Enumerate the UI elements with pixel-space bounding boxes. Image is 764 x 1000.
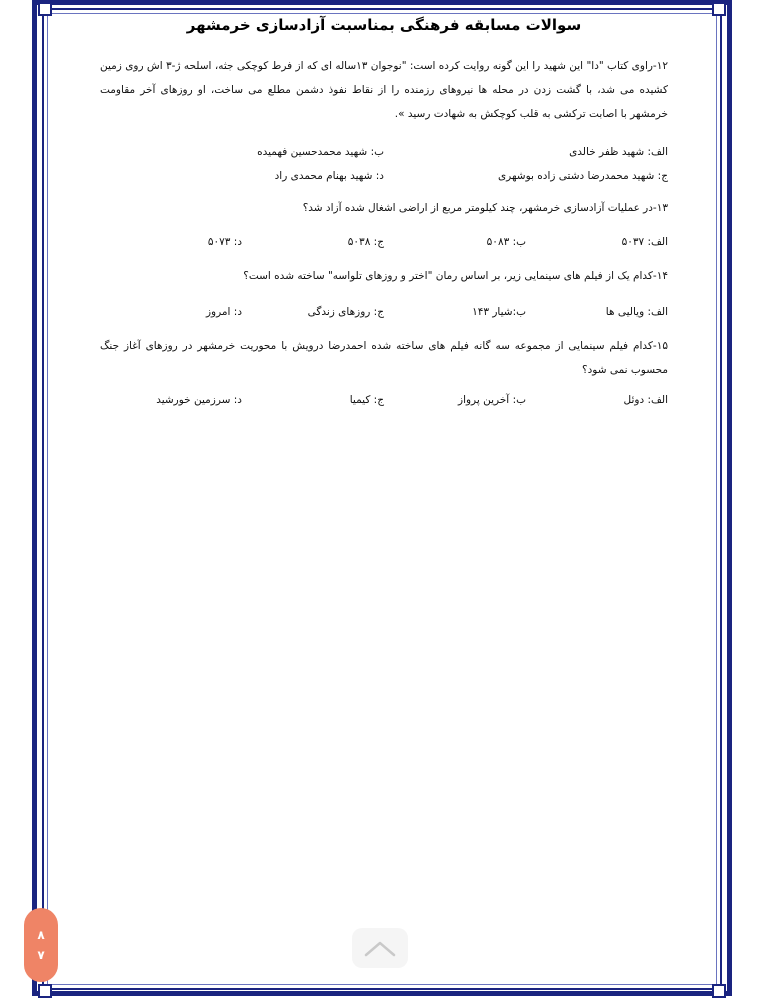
question-15: ۱۵-کدام فیلم سینمایی از مجموعه سه گانه فیلم های ساخته شده احمدرضا درویش با محوریت خرمشهر در روزهای آغاز جنگ محسوب نمی شود؟ xyxy=(100,340,668,376)
question-14-options xyxy=(100,300,668,324)
document-page xyxy=(100,12,668,412)
option-c: ج: ۵۰۳۸ xyxy=(347,236,384,248)
option-d: د: ۵۰۷۳ xyxy=(207,236,242,248)
question-13: ۱۳-در عملیات آزادسازی خرمشهر، چند کیلومتر مربع از اراضی اشغال شده آزاد شد؟ xyxy=(302,202,668,214)
border-corner-ornament xyxy=(38,984,52,998)
page-number-current: ۸ xyxy=(37,928,45,942)
option-c: ج: شهید محمدرضا دشتی زاده بوشهری xyxy=(497,170,668,182)
page-title: سوالات مسابقه فرهنگی بمناسبت آزادسازی خرمشهر xyxy=(186,16,582,34)
option-a: الف: شهید ظفر خالدی xyxy=(569,146,668,158)
option-d: د: سرزمین خورشید xyxy=(156,394,242,406)
question-12: ۱۲-راوی کتاب "دا" این شهید را این گونه روایت کرده است: "نوجوان ۱۳ساله ای که از فرط کوچکی جثه، اسلحه ژ-۳ اش روی زمین کشیده می شد، با گشت زدن در محله ها نیروهای رزمنده را از نقاط نفوذ دشمن مطلع می ساخت، او روزهای آخر مقاومت خرمشهر با اصابت ترکشی به قلب کوچکش به شهادت رسید ». xyxy=(100,60,669,120)
page-number-badge[interactable] xyxy=(24,908,58,982)
border-corner-ornament xyxy=(712,2,726,16)
chevron-up-icon xyxy=(363,939,397,957)
question-14: ۱۴-کدام یک از فیلم های سینمایی زیر، بر اساس رمان "اختر و روزهای تلواسه" ساخته شده است؟ xyxy=(243,270,668,282)
option-b: ب: آخرین پرواز xyxy=(458,394,526,406)
option-a: الف: دوئل xyxy=(623,394,668,406)
option-b: ب: ۵۰۸۳ xyxy=(486,236,526,248)
option-d: د: امروز xyxy=(205,306,242,318)
page-number-total: ۷ xyxy=(37,948,45,962)
option-b: ب: شهید محمدحسین فهمیده xyxy=(257,146,384,158)
question-13-options xyxy=(100,230,668,254)
border-corner-ornament xyxy=(38,2,52,16)
option-c: ج: روزهای زندگی xyxy=(307,306,384,318)
option-d: د: شهید بهنام محمدی راد xyxy=(274,170,384,182)
option-a: الف: ویالیی ها xyxy=(605,306,668,318)
scroll-up-button[interactable] xyxy=(352,928,408,968)
option-b: ب:شیار ۱۴۳ xyxy=(472,306,526,318)
option-c: ج: کیمیا xyxy=(349,394,384,406)
question-15-options xyxy=(100,388,668,412)
question-12-options xyxy=(100,140,668,188)
border-corner-ornament xyxy=(712,984,726,998)
option-a: الف: ۵۰۳۷ xyxy=(621,236,668,248)
